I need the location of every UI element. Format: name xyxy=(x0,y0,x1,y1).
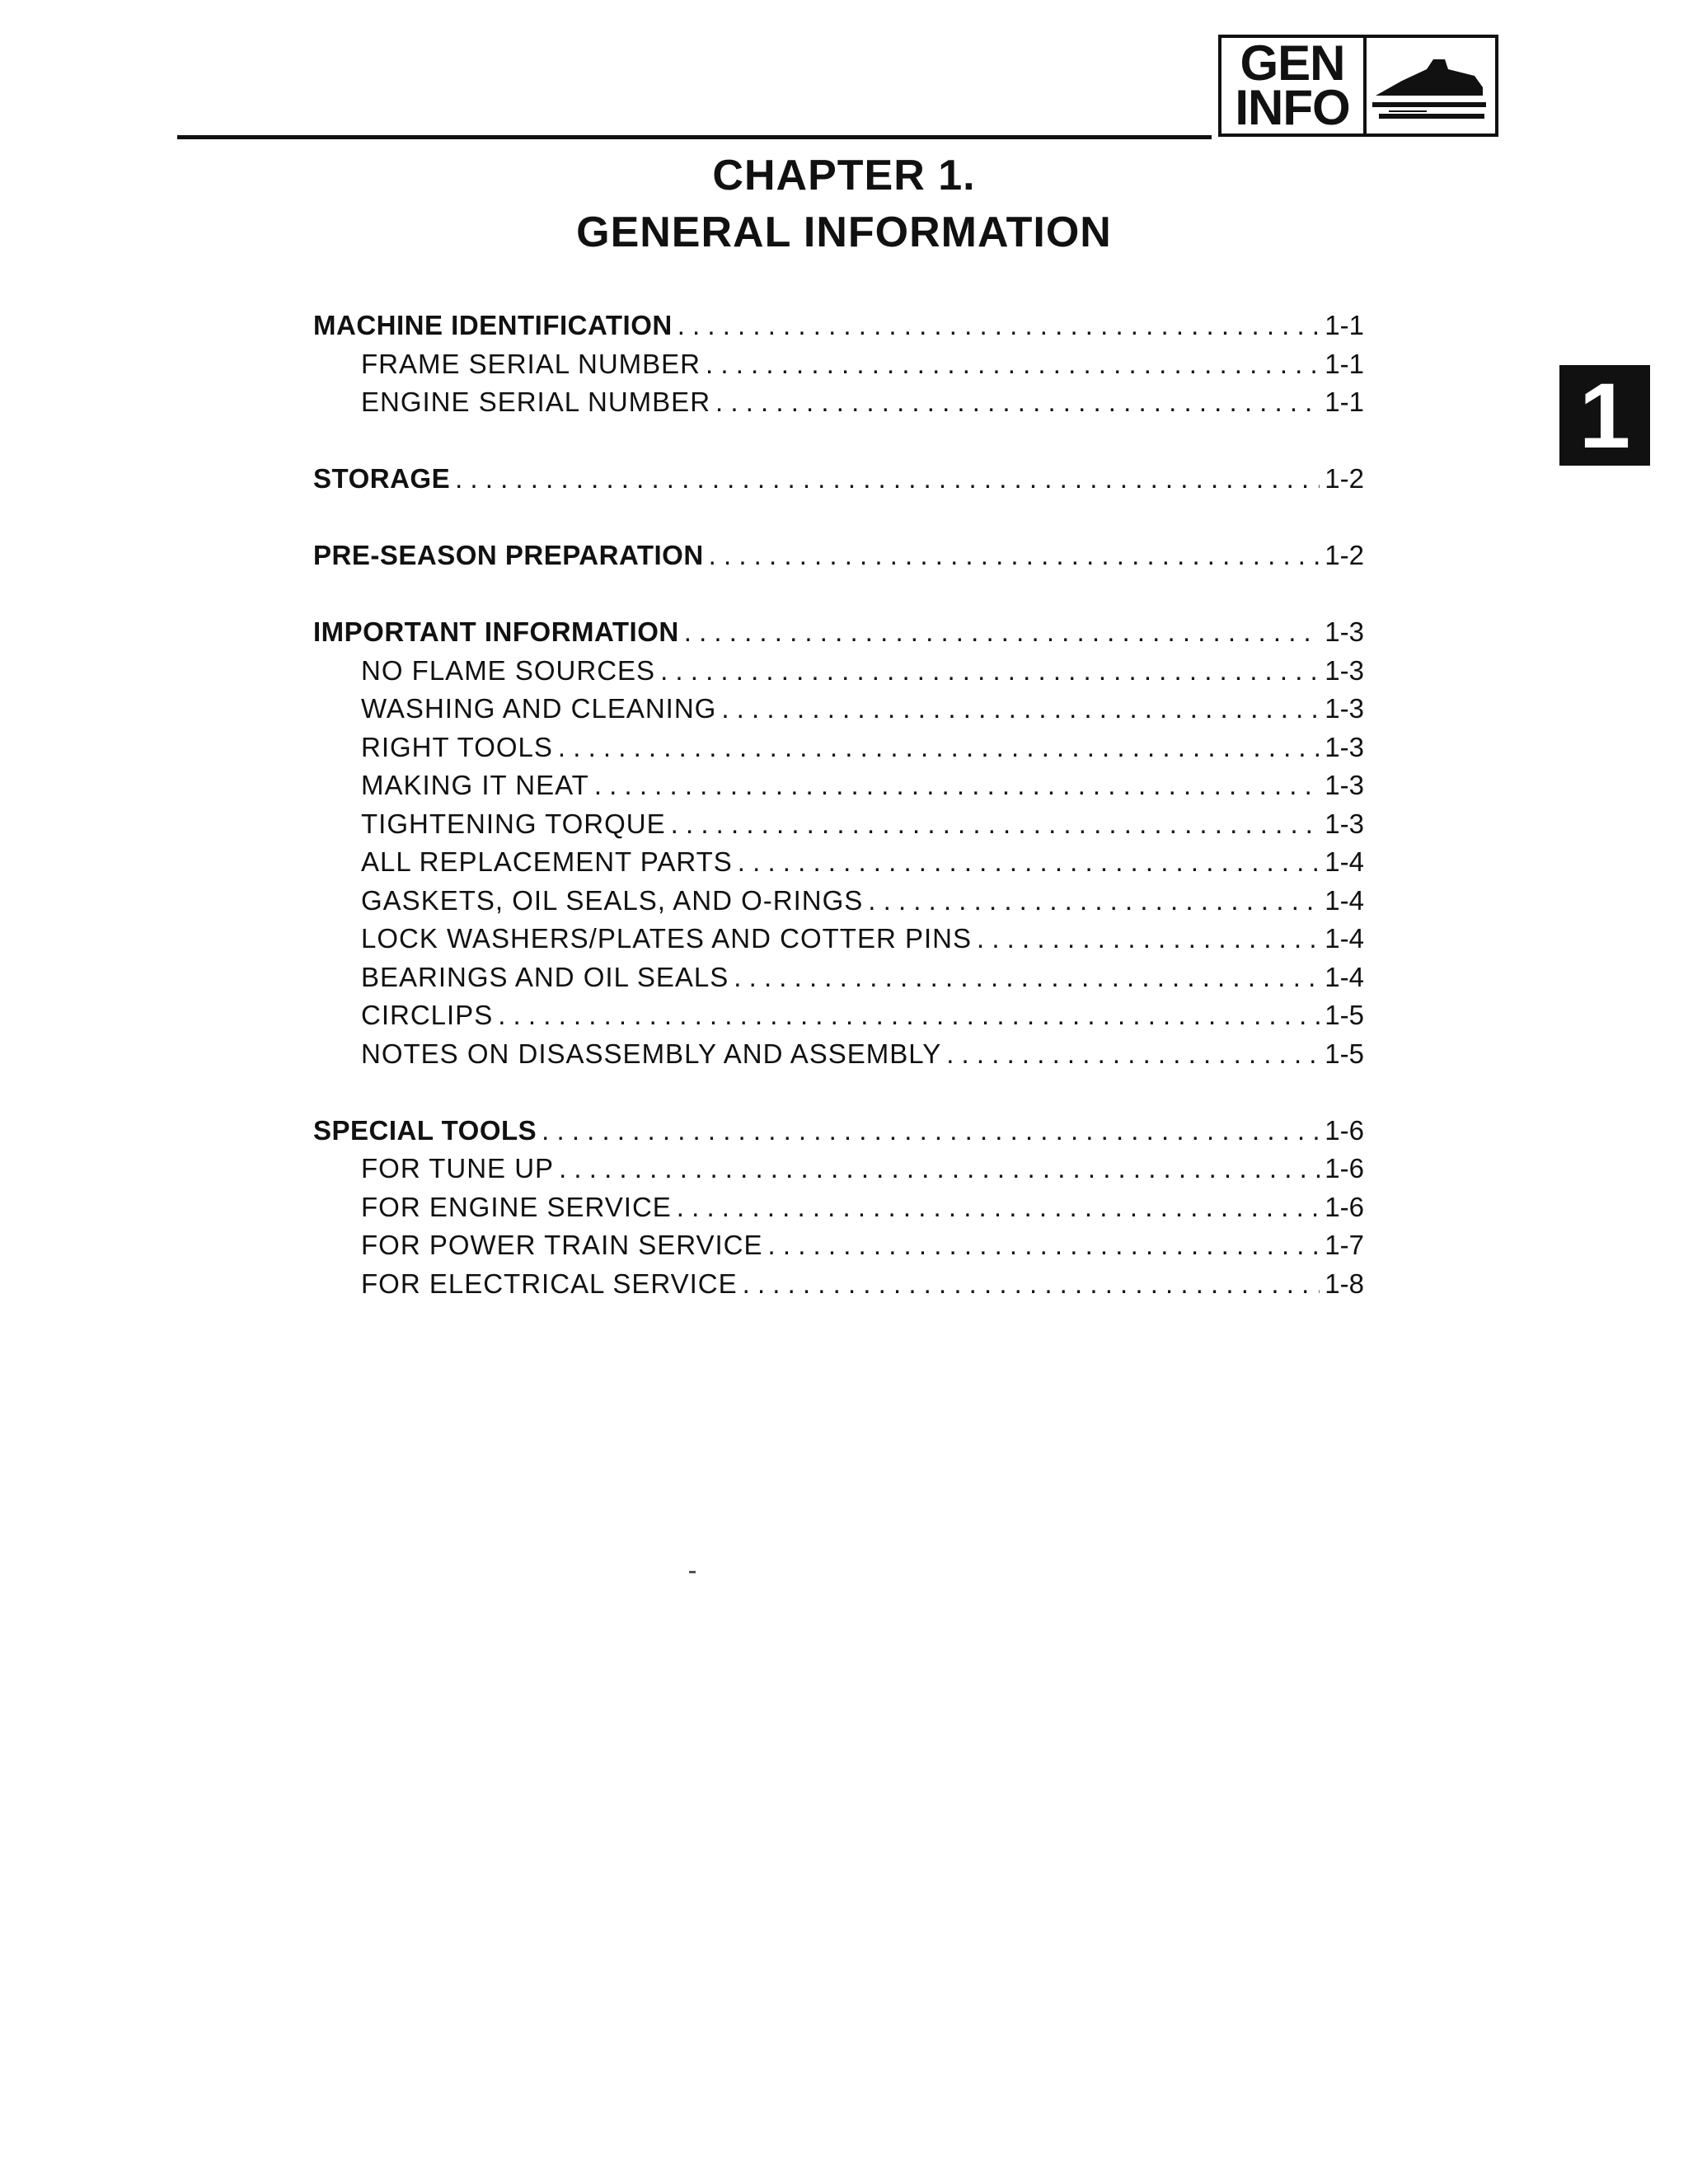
toc-item-page: 1-1 xyxy=(1325,348,1364,379)
toc-item[interactable] xyxy=(313,1150,1364,1188)
toc-item-page: 1-8 xyxy=(1325,1268,1364,1299)
toc-section-page: 1-2 xyxy=(1325,540,1364,570)
toc-section-title: IMPORTANT INFORMATION xyxy=(313,616,679,647)
dot-leader xyxy=(684,613,1320,652)
toc-item-title: FOR TUNE UP xyxy=(361,1153,555,1183)
chapter-tab: 1 xyxy=(1559,365,1650,466)
toc-item-page: 1-6 xyxy=(1325,1191,1364,1222)
toc-item-title: ENGINE SERIAL NUMBER xyxy=(361,387,711,417)
toc-section-title: PRE-SEASON PREPARATION xyxy=(313,540,704,570)
toc-item[interactable] xyxy=(313,1188,1364,1227)
badge-line2: INFO xyxy=(1235,80,1350,135)
dot-leader xyxy=(498,996,1320,1035)
toc-item-page: 1-6 xyxy=(1325,1153,1364,1183)
dot-leader xyxy=(721,690,1320,729)
dot-leader xyxy=(946,1035,1320,1074)
toc-item-title: NO FLAME SOURCES xyxy=(361,654,656,686)
toc-item-title: LOCK WASHERS/PLATES AND COTTER PINS xyxy=(361,923,972,954)
toc-item[interactable] xyxy=(313,729,1364,767)
dot-leader xyxy=(715,383,1320,422)
dot-leader xyxy=(738,843,1320,882)
dot-leader xyxy=(559,1150,1320,1188)
section-gap xyxy=(313,499,1364,537)
toc-section[interactable] xyxy=(313,460,1364,499)
toc-section-title: STORAGE xyxy=(313,463,451,494)
toc-item-title: MAKING IT NEAT xyxy=(361,770,589,800)
dot-leader xyxy=(594,766,1320,805)
toc-item-title: NOTES ON DISASSEMBLY AND ASSEMBLY xyxy=(361,1038,942,1069)
dot-leader xyxy=(977,920,1320,958)
dot-leader xyxy=(706,345,1320,384)
toc-item[interactable] xyxy=(313,958,1364,997)
dot-leader xyxy=(743,1265,1320,1304)
toc-item[interactable] xyxy=(313,345,1364,384)
table-of-contents xyxy=(313,307,1364,1303)
toc-item-page: 1-4 xyxy=(1325,923,1364,954)
dot-leader xyxy=(709,537,1320,575)
toc-item-title: FRAME SERIAL NUMBER xyxy=(361,348,701,379)
toc-section[interactable] xyxy=(313,1112,1364,1151)
toc-item-page: 1-3 xyxy=(1325,808,1364,839)
toc-item-page: 1-1 xyxy=(1325,387,1364,417)
dot-leader xyxy=(678,307,1320,345)
toc-section-page: 1-1 xyxy=(1325,310,1364,340)
toc-section[interactable] xyxy=(313,537,1364,575)
toc-section-page: 1-2 xyxy=(1325,463,1364,494)
dot-leader xyxy=(558,729,1320,767)
toc-item[interactable] xyxy=(313,805,1364,844)
toc-item[interactable] xyxy=(313,843,1364,882)
dot-leader xyxy=(677,1188,1320,1227)
toc-item[interactable] xyxy=(313,882,1364,921)
toc-item-title: TIGHTENING TORQUE xyxy=(361,808,666,839)
dot-leader xyxy=(542,1112,1320,1151)
toc-item[interactable] xyxy=(313,1035,1364,1074)
toc-item-page: 1-5 xyxy=(1325,1038,1364,1069)
dot-leader xyxy=(868,882,1320,921)
toc-item-title: ALL REPLACEMENT PARTS xyxy=(361,846,733,877)
snowmobile-icon xyxy=(1367,38,1495,134)
section-gap xyxy=(313,575,1364,614)
toc-section[interactable] xyxy=(313,613,1364,652)
toc-item-title: FOR POWER TRAIN SERVICE xyxy=(361,1230,763,1260)
toc-item[interactable] xyxy=(313,920,1364,958)
toc-section-page: 1-3 xyxy=(1325,616,1364,647)
badge-text xyxy=(1221,35,1367,135)
dot-leader xyxy=(768,1226,1320,1265)
toc-item-page: 1-4 xyxy=(1325,884,1364,916)
badge-line1: GEN xyxy=(1240,35,1345,91)
dot-leader xyxy=(671,805,1320,844)
toc-item-title: RIGHT TOOLS xyxy=(361,731,553,762)
toc-item-page: 1-7 xyxy=(1325,1230,1364,1260)
toc-section-title: MACHINE IDENTIFICATION xyxy=(313,310,673,340)
toc-item-title: FOR ENGINE SERVICE xyxy=(361,1191,672,1222)
dot-leader xyxy=(734,958,1320,997)
toc-item-page: 1-4 xyxy=(1325,961,1364,992)
toc-item[interactable] xyxy=(313,996,1364,1035)
toc-item-page: 1-4 xyxy=(1325,846,1364,877)
dot-leader xyxy=(660,652,1320,691)
toc-item-page: 1-3 xyxy=(1325,731,1364,762)
section-gap xyxy=(313,422,1364,461)
toc-item-title: BEARINGS AND OIL SEALS xyxy=(361,961,729,992)
toc-item[interactable] xyxy=(313,690,1364,729)
toc-section-page: 1-6 xyxy=(1325,1114,1364,1146)
gen-info-badge xyxy=(1218,35,1498,137)
chapter-title: GENERAL INFORMATION xyxy=(576,209,1112,256)
toc-item[interactable] xyxy=(313,652,1364,691)
toc-section[interactable] xyxy=(313,307,1364,345)
toc-item-title: CIRCLIPS xyxy=(361,1000,494,1030)
dot-leader xyxy=(455,460,1320,499)
toc-item[interactable] xyxy=(313,383,1364,422)
section-gap xyxy=(313,1073,1364,1112)
toc-item-page: 1-5 xyxy=(1325,1000,1364,1030)
header-rule xyxy=(177,135,1212,139)
toc-item[interactable] xyxy=(313,766,1364,805)
toc-item-title: FOR ELECTRICAL SERVICE xyxy=(361,1268,738,1299)
chapter-number: CHAPTER 1. xyxy=(712,152,976,199)
toc-item-title: GASKETS, OIL SEALS, AND O-RINGS xyxy=(361,884,864,916)
toc-item[interactable] xyxy=(313,1226,1364,1265)
toc-item-page: 1-3 xyxy=(1325,770,1364,800)
toc-item-page: 1-3 xyxy=(1325,654,1364,686)
toc-item-page: 1-3 xyxy=(1325,693,1364,724)
toc-item[interactable] xyxy=(313,1265,1364,1304)
toc-item-title: WASHING AND CLEANING xyxy=(361,693,717,724)
stray-mark xyxy=(689,1571,696,1573)
toc-section-title: SPECIAL TOOLS xyxy=(313,1114,537,1146)
